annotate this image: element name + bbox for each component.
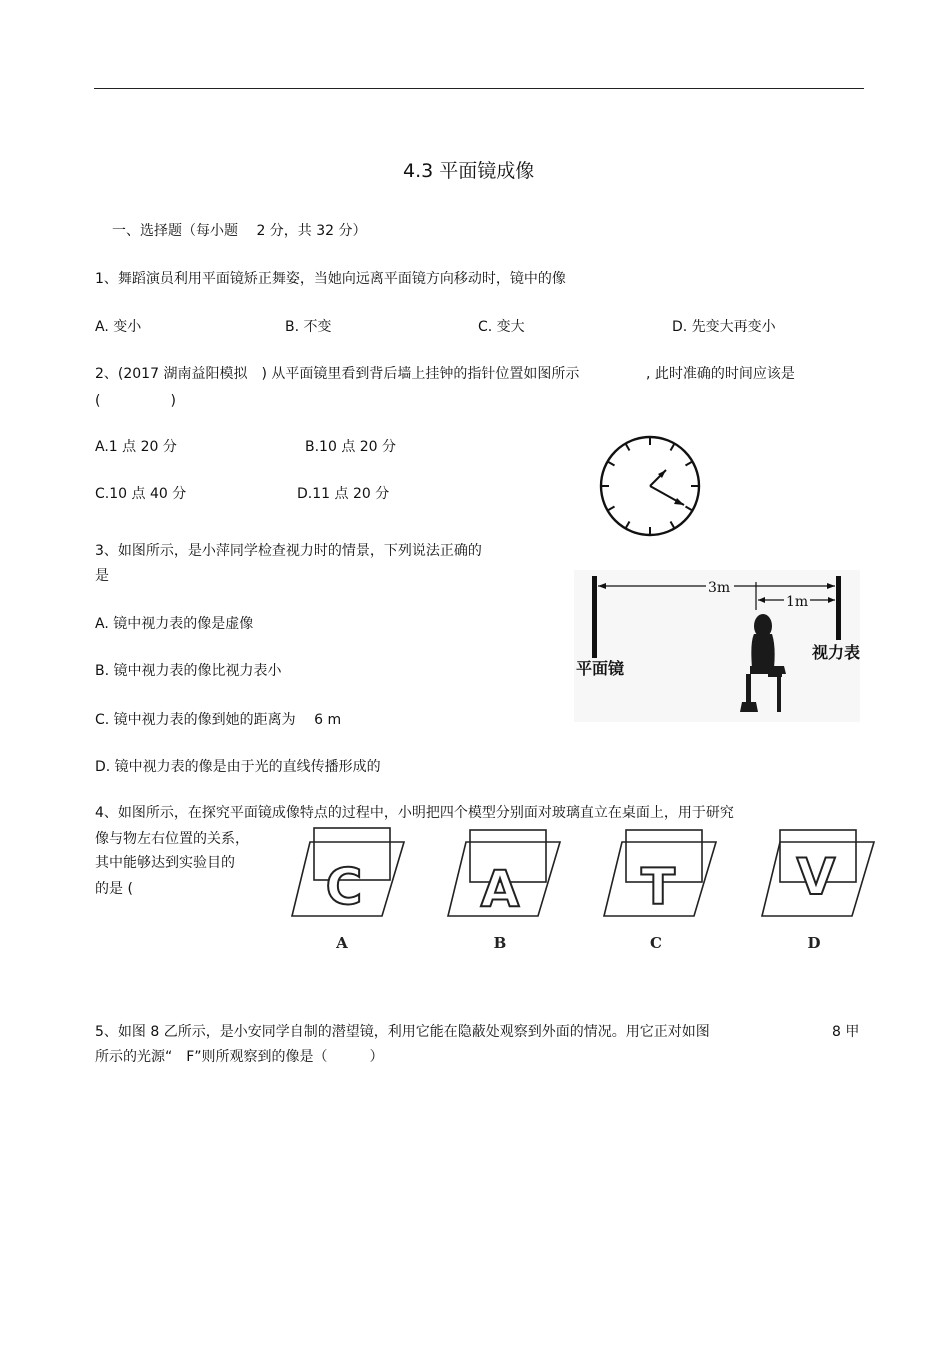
label-chart: 视力表: [812, 643, 861, 662]
q3-option-c: C. 镜中视力表的像到她的距离为 6 m: [95, 712, 342, 728]
q1-option-b: B. 不变: [285, 319, 332, 335]
clock-tick: [671, 522, 675, 528]
clock-tick: [686, 507, 692, 511]
q5-stem-line2: 所示的光源“ F”则所观察到的像是（ ）: [95, 1049, 384, 1065]
q4-stem-line2: 像与物左右位置的关系，: [95, 831, 249, 847]
clock-tick: [626, 444, 630, 450]
model-a: [292, 828, 404, 952]
q2-option-d: D.11 点 20 分: [297, 486, 390, 502]
q2-option-a: A.1 点 20 分: [95, 439, 177, 455]
clock-figure: [598, 434, 702, 538]
q4-stem-line3: 其中能够达到实验目的: [95, 855, 235, 871]
q3-stem-line1: 3、如图所示，是小萍同学检查视力时的情景，下列说法正确的: [95, 543, 482, 559]
q2-option-c: C.10 点 40 分: [95, 486, 187, 502]
model-c-label: C: [650, 934, 662, 952]
q1-option-d: D. 先变大再变小: [672, 319, 776, 335]
q2-option-b: B.10 点 20 分: [305, 439, 397, 455]
label-mirror: 平面镜: [576, 659, 625, 678]
q5-stem-tail: 8 甲: [832, 1024, 860, 1040]
clock-tick: [626, 522, 630, 528]
q2-answer-paren: ( ): [95, 393, 176, 409]
label-1m: 1m: [786, 594, 809, 610]
page-title: 4.3 平面镜成像: [403, 160, 535, 182]
model-c: [604, 830, 716, 952]
section-heading: 一、选择题（每小题 2 分，共 32 分）: [112, 223, 367, 239]
q3-option-a: A. 镜中视力表的像是虚像: [95, 616, 254, 632]
q3-option-d: D. 镜中视力表的像是由于光的直线传播形成的: [95, 759, 381, 775]
q4-stem-line1: 4、如图所示，在探究平面镜成像特点的过程中，小明把四个模型分别面对玻璃直立在桌面上，用于研究: [95, 805, 734, 821]
q1-option-c: C. 变大: [478, 319, 525, 335]
q3-option-b: B. 镜中视力表的像比视力表小: [95, 663, 282, 679]
q1-stem: 1、舞蹈演员利用平面镜矫正舞姿，当她向远离平面镜方向移动时，镜中的像: [95, 271, 566, 287]
q2-stem-tail: , 此时准确的时间应该是: [646, 366, 795, 382]
model-b-letter: A: [480, 860, 520, 918]
model-b-label: B: [493, 934, 507, 952]
model-d: [762, 830, 874, 952]
clock-tick: [671, 444, 675, 450]
eye-test-figure: [574, 570, 860, 722]
q2-stem: 2、(2017 湖南益阳模拟 ) 从平面镜里看到背后墙上挂钟的指针位置如图所示: [95, 366, 580, 382]
label-3m: 3m: [708, 580, 731, 596]
clock-tick: [608, 507, 614, 511]
header-rule: [94, 88, 864, 89]
model-d-label: D: [807, 934, 821, 952]
model-b: [448, 830, 560, 952]
q1-option-a: A. 变小: [95, 319, 142, 335]
clock-tick: [686, 462, 692, 466]
model-a-letter: C: [325, 858, 363, 916]
clock-tick: [608, 462, 614, 466]
model-c-letter: T: [640, 858, 676, 916]
q4-models-figure: [288, 826, 880, 956]
model-d-letter: V: [796, 848, 836, 906]
model-a-label: A: [336, 934, 348, 952]
q4-stem-line4: 的是 (: [95, 881, 133, 897]
q5-stem: 5、如图 8 乙所示，是小安同学自制的潜望镜，利用它能在隐蔽处观察到外面的情况。用它正对如图: [95, 1024, 710, 1040]
q3-stem-line2: 是: [95, 568, 109, 584]
